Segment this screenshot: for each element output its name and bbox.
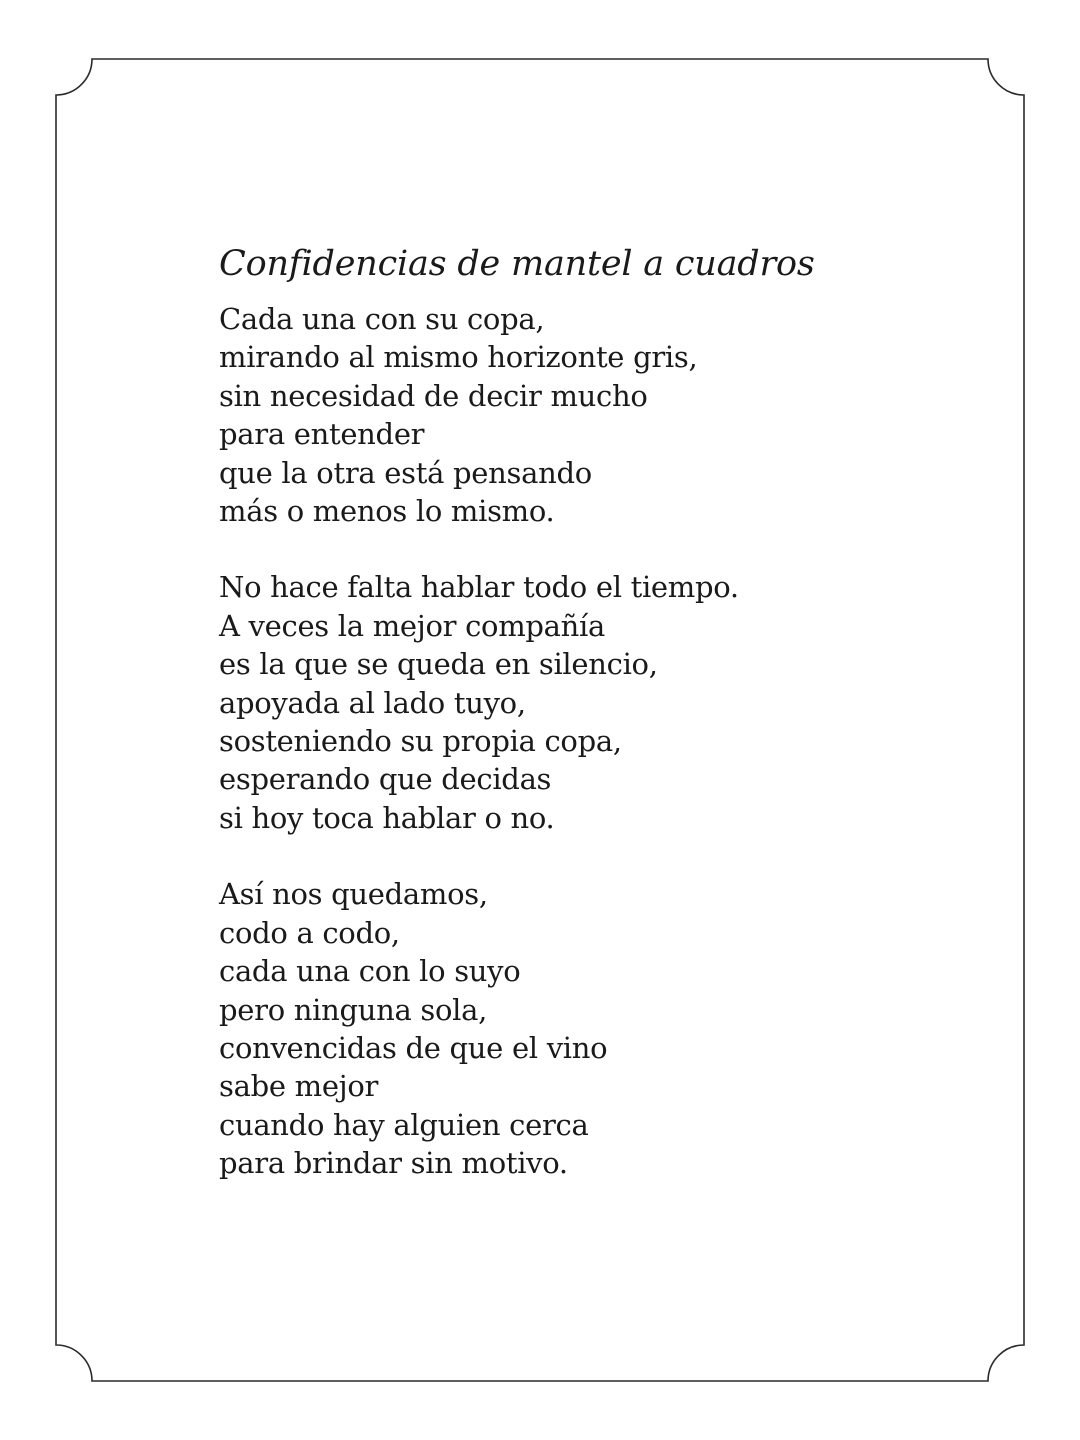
verse-line: para brindar sin motivo. — [219, 1146, 568, 1181]
verse-line: sosteniendo su propia copa, — [219, 724, 622, 759]
verse-line: cada una con lo suyo — [219, 954, 521, 989]
verse-line: Así nos quedamos, — [219, 877, 488, 912]
poem — [219, 242, 999, 1183]
verse-line: codo a codo, — [219, 915, 400, 950]
poem-title: Confidencias de mantel a cuadros — [219, 244, 815, 284]
verse-line: para entender — [219, 417, 425, 452]
verse-line: esperando que decidas — [219, 762, 552, 797]
verse-line: convencidas de que el vino — [219, 1030, 608, 1065]
verse-line: sabe mejor — [219, 1069, 379, 1104]
verse-line: más o menos lo mismo. — [219, 494, 555, 529]
stanza-1 — [219, 300, 999, 530]
stanza-2 — [219, 568, 999, 837]
verse-line: sin necesidad de decir mucho — [219, 378, 648, 413]
verse-line: es la que se queda en silencio, — [219, 647, 658, 682]
verse-line: apoyada al lado tuyo, — [219, 685, 526, 720]
verse-line: No hace falta hablar todo el tiempo. — [219, 570, 739, 605]
verse-line: mirando al mismo horizonte gris, — [219, 340, 698, 375]
stanza-3 — [219, 875, 999, 1182]
verse-line: si hoy toca hablar o no. — [219, 800, 555, 835]
verse-line: Cada una con su copa, — [219, 302, 545, 336]
verse-line: que la otra está pensando — [219, 455, 592, 490]
verse-line: pero ninguna sola, — [219, 992, 488, 1027]
verse-line: cuando hay alguien cerca — [219, 1107, 589, 1142]
verse-line: A veces la mejor compañía — [219, 608, 605, 643]
